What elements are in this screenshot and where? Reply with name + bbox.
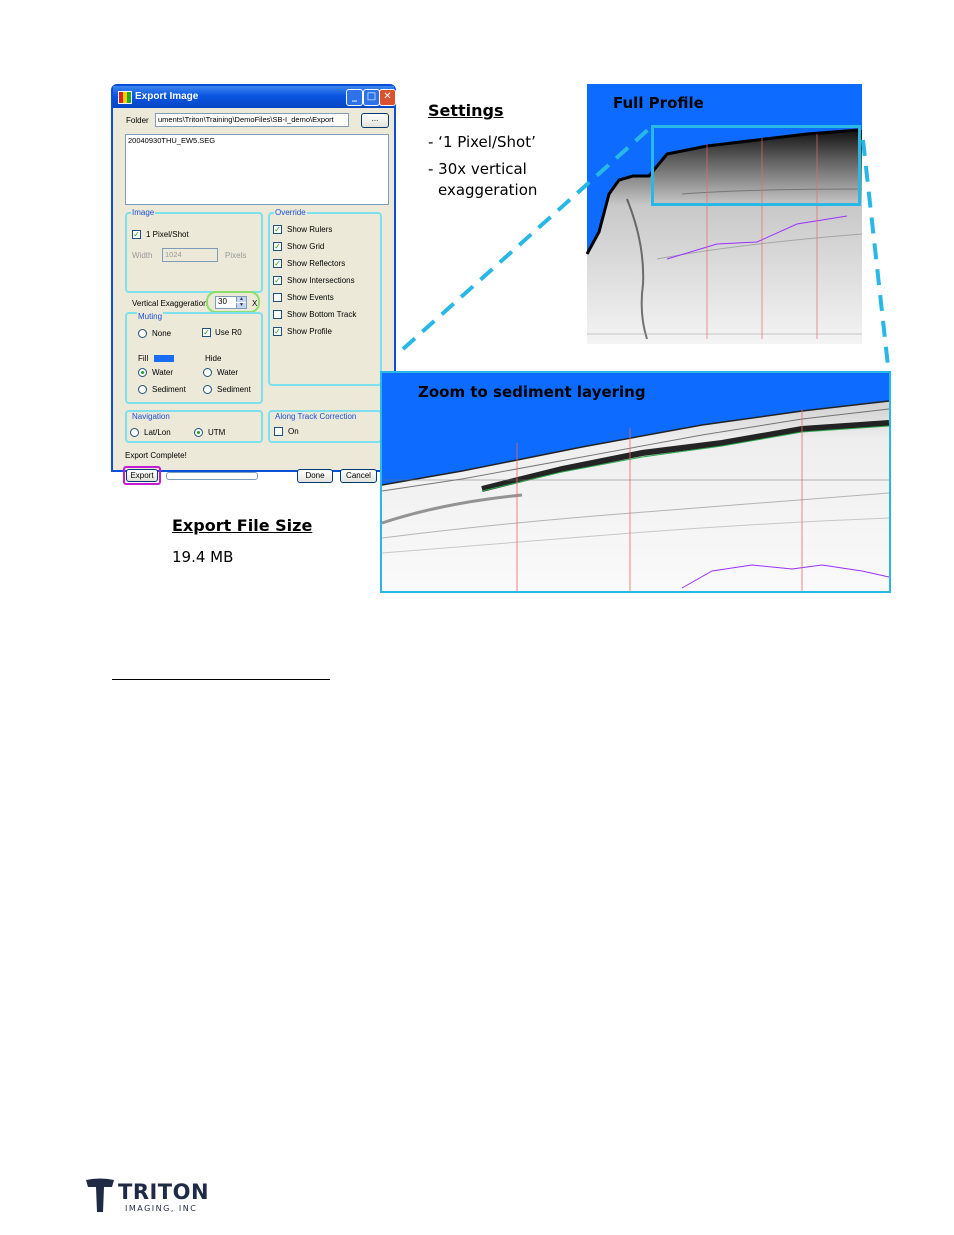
dialog-title: Export Image (135, 91, 199, 102)
none-label: None (152, 329, 172, 338)
spin-down-icon[interactable]: ▼ (236, 303, 246, 308)
override-label: Show Intersections (287, 276, 355, 285)
fill-water-label: Water (152, 368, 174, 377)
logo-sub: IMAGING, INC (125, 1204, 198, 1213)
override-label: Show Grid (287, 242, 325, 251)
one-pixel-shot-checkbox[interactable]: ✓ (133, 230, 140, 239)
connector-line-right (863, 140, 888, 366)
browse-button[interactable]: ... (361, 113, 389, 128)
override-label: Show Rulers (287, 225, 333, 234)
override-checkbox[interactable]: ✓ (274, 225, 281, 234)
override-label: Show Profile (287, 327, 332, 336)
along-track-group-caption: Along Track Correction (275, 412, 357, 421)
spin-up-icon[interactable]: ▲ (236, 297, 246, 302)
override-checkbox[interactable]: ✓ (274, 327, 281, 336)
latlon-label: Lat/Lon (144, 428, 171, 437)
image-group-caption: Image (132, 208, 155, 217)
override-checkbox[interactable]: ✓ (274, 242, 281, 251)
cancel-button[interactable]: Cancel (340, 469, 377, 483)
muting-group-caption: Muting (138, 312, 163, 321)
folder-path-input[interactable]: uments\Triton\Training\DemoFiles\SB-I_demo\Export (155, 113, 349, 127)
folder-label: Folder (126, 116, 149, 125)
zoom-label: Zoom to sediment layering (418, 383, 646, 401)
close-icon[interactable]: ✕ (379, 89, 396, 106)
utm-label: UTM (208, 428, 226, 437)
override-label: Show Reflectors (287, 259, 346, 268)
settings-line-1: - ‘1 Pixel/Shot’ (428, 133, 536, 151)
use-r0-label: Use R0 (215, 328, 242, 337)
hide-water-label: Water (217, 368, 239, 377)
navigation-group-caption: Navigation (132, 412, 170, 421)
pixels-label: Pixels (225, 251, 247, 260)
x-label: X (252, 299, 258, 308)
settings-line-3: exaggeration (438, 181, 538, 199)
width-input[interactable]: 1024 (162, 248, 218, 262)
done-button[interactable]: Done (297, 469, 333, 483)
export-status: Export Complete! (125, 451, 187, 460)
minimize-icon[interactable]: _ (346, 89, 363, 106)
hide-label: Hide (205, 354, 222, 363)
vertical-exaggeration-value: 30 (218, 297, 227, 306)
use-r0-checkbox[interactable]: ✓ (203, 328, 210, 337)
file-list-item[interactable]: 20040930THU_EW5.SEG (128, 136, 216, 145)
override-checkbox[interactable]: ✓ (274, 276, 281, 285)
export-file-size-value: 19.4 MB (172, 548, 234, 566)
override-group-caption: Override (275, 208, 306, 217)
one-pixel-shot-label: 1 Pixel/Shot (146, 230, 189, 239)
export-button[interactable]: Export (126, 469, 158, 482)
override-checkbox[interactable]: ✓ (274, 259, 281, 268)
full-profile-label: Full Profile (613, 94, 704, 112)
settings-line-2: - 30x vertical (428, 160, 527, 178)
fill-label: Fill (138, 354, 149, 363)
vertical-exaggeration-label: Vertical Exaggeration (132, 299, 208, 308)
export-file-size-heading: Export File Size (172, 516, 313, 535)
hide-sediment-label: Sediment (217, 385, 251, 394)
settings-heading: Settings (428, 101, 504, 120)
connector-line-left (403, 128, 650, 349)
width-label: Width (132, 251, 153, 260)
footnote-rule (112, 679, 330, 680)
override-label: Show Events (287, 293, 334, 302)
maximize-icon[interactable]: □ (363, 89, 380, 106)
fill-sediment-label: Sediment (152, 385, 186, 394)
triton-logo-icon (86, 1178, 114, 1214)
triton-logo (86, 1178, 210, 1218)
along-track-on-label: On (288, 427, 299, 436)
logo-name: TRITON (118, 1180, 210, 1204)
override-label: Show Bottom Track (287, 310, 357, 319)
